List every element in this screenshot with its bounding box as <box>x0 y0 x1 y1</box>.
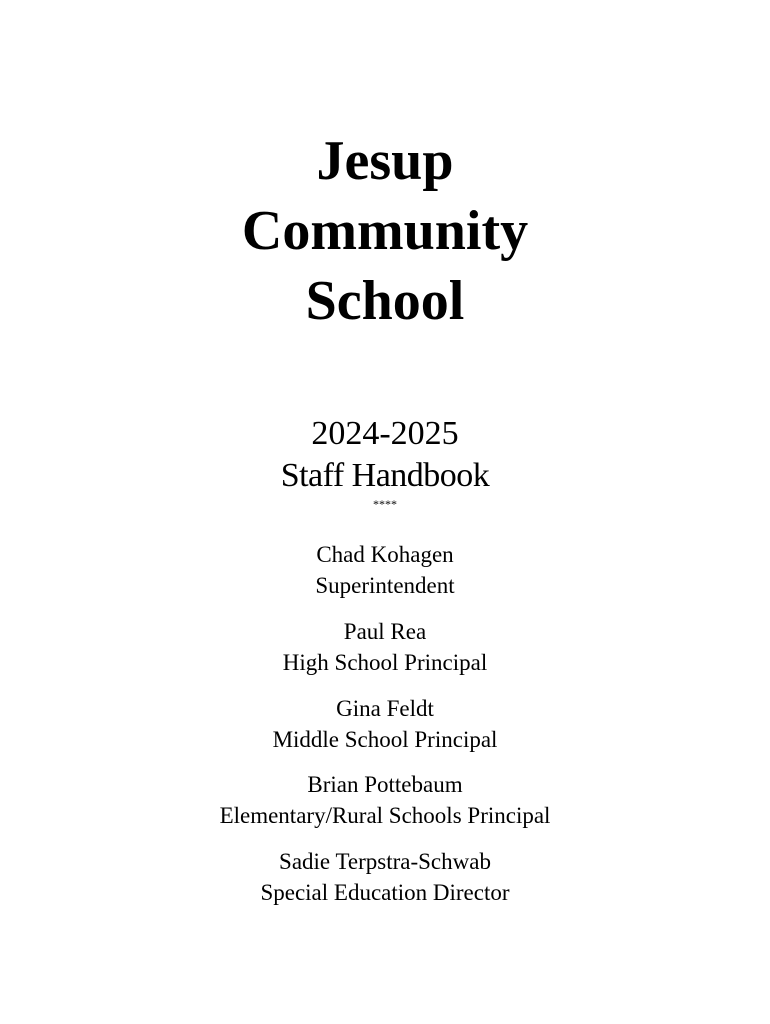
staff-role: High School Principal <box>282 650 488 675</box>
staff-name: Chad Kohagen <box>316 542 454 567</box>
staff-role: Middle School Principal <box>272 727 498 752</box>
staff-entry-superintendent <box>0 539 770 601</box>
title-line-3: School <box>305 270 465 332</box>
separator-stars: **** <box>373 497 397 511</box>
staff-role: Superintendent <box>315 573 455 598</box>
school-year: 2024-2025 <box>311 415 459 452</box>
handbook-subtitle: Staff Handbook <box>280 457 490 494</box>
title-line-2: Community <box>241 200 529 262</box>
staff-role: Special Education Director <box>260 880 510 905</box>
staff-entry-high-school-principal <box>0 616 770 678</box>
school-title <box>0 126 770 336</box>
staff-role: Elementary/Rural Schools Principal <box>219 803 551 828</box>
title-line-1: Jesup <box>316 130 454 192</box>
staff-name: Brian Pottebaum <box>307 772 463 797</box>
staff-entry-elementary-principal <box>0 769 770 831</box>
staff-entry-middle-school-principal <box>0 693 770 755</box>
staff-name: Sadie Terpstra-Schwab <box>279 849 491 874</box>
staff-entry-special-education-director <box>0 846 770 908</box>
staff-name: Gina Feldt <box>336 696 434 721</box>
staff-name: Paul Rea <box>343 619 427 644</box>
